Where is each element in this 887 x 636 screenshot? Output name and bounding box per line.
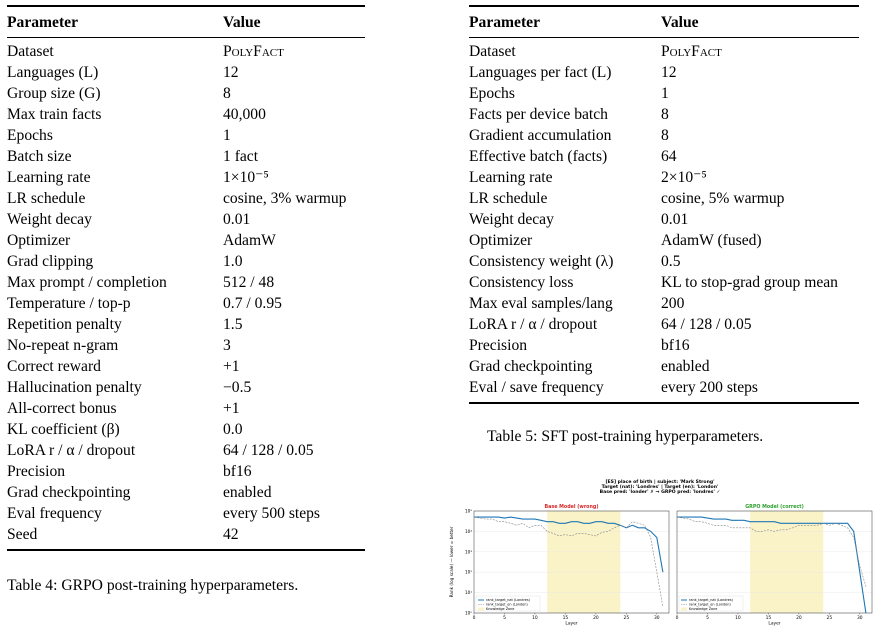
panel-title: GRPO Model (correct) [745,505,804,510]
panel-title: Base Model (wrong) [544,505,599,510]
table-row [7,125,365,146]
x-axis-label: Layer [768,621,781,627]
knowledge-zone-band [750,511,823,613]
value-cell: 8 [661,127,669,144]
value-cell: 0.7 / 0.95 [223,295,282,312]
value-cell: enabled [661,358,710,375]
legend-entry: rank_target_nat (Londres) [486,598,530,603]
value-cell: 8 [661,106,669,123]
table-row [7,167,365,188]
y-tick-label: 10¹ [464,590,472,596]
parameter-cell: Languages (L) [7,64,99,81]
y-axis-label: Rank (log scale) — lower = better [449,526,454,598]
table-row [7,272,365,293]
value-cell: 1.5 [223,316,243,333]
value-cell: 1 [223,127,231,144]
x-tick-label: 5 [503,616,506,621]
table-row [7,314,365,335]
table-row [469,38,859,63]
figure-header-line: Base pred: 'londer' ✗ → GRPO pred: 'londres' ✓ [599,490,721,495]
table-row [7,398,365,419]
column-header-value: Value [223,13,261,31]
table-row [469,125,859,146]
parameter-cell: Eval frequency [7,505,102,522]
value-cell: cosine, 5% warmup [661,190,785,207]
value-cell: 2×10⁻⁵ [661,169,707,186]
table-row [469,377,859,403]
parameter-cell: Weight decay [469,211,554,228]
value-cell: 1.0 [223,253,243,270]
value-cell: 1×10⁻⁵ [223,169,269,186]
parameter-cell: Group size (G) [7,85,101,102]
column-header-parameter: Parameter [7,13,78,31]
value-cell: cosine, 3% warmup [223,190,347,207]
table-row [7,461,365,482]
parameter-cell: Eval / save frequency [469,379,604,396]
x-tick-label: 25 [826,616,833,621]
parameter-cell: LoRA r / α / dropout [469,316,598,333]
x-tick-label: 10 [532,616,538,621]
parameter-cell: No-repeat n-gram [7,337,119,354]
table-row [7,440,365,461]
parameter-cell: LoRA r / α / dropout [7,442,136,459]
figure-header-line: Target (nat): 'Londres' | Target (en): 'London' [601,485,719,490]
parameter-cell: Optimizer [469,232,533,249]
parameter-cell: Dataset [469,43,516,60]
table-4-caption: Table 4: GRPO post-training hyperparameters. [7,577,299,594]
value-cell: 200 [661,295,685,312]
table-row [7,293,365,314]
value-cell: 0.5 [661,253,681,270]
table-row [469,188,859,209]
parameter-cell: Dataset [7,43,54,60]
value-cell: enabled [223,484,272,501]
parameter-cell: All-correct bonus [7,400,117,417]
legend-entry: rank_target_en (London) [486,602,528,607]
value-cell: AdamW [223,232,276,249]
parameter-cell: KL coefficient (β) [7,421,120,438]
parameter-cell: Gradient accumulation [469,127,612,144]
value-cell: 3 [223,337,231,354]
table-row [7,230,365,251]
value-cell: bf16 [661,337,690,354]
parameter-cell: Precision [7,463,66,480]
parameter-cell: Seed [7,526,38,543]
x-tick-label: 15 [562,616,569,621]
parameter-cell: Max train facts [7,106,102,123]
x-tick-label: 25 [623,616,630,621]
legend-entry: Knowledge Zone [689,607,718,612]
value-cell: bf16 [223,463,252,480]
value-cell: 8 [223,85,231,102]
table-header-row [7,6,365,38]
table-5-body [469,38,859,404]
x-tick-label: 30 [857,616,863,621]
table-row [469,251,859,272]
parameter-cell: Optimizer [7,232,71,249]
value-cell: 0.0 [223,421,243,438]
value-cell: −0.5 [223,379,252,396]
x-tick-label: 10 [735,616,741,621]
parameter-cell: Correct reward [7,358,101,375]
value-cell: 12 [661,64,677,81]
table-row [469,104,859,125]
x-axis-label: Layer [565,621,578,627]
parameter-cell: LR schedule [469,190,548,207]
x-tick-label: 0 [472,616,476,621]
y-tick-label: 10⁴ [464,528,472,534]
parameter-cell: Grad checkpointing [469,358,593,375]
value-cell: every 200 steps [661,379,759,396]
table-row [7,377,365,398]
parameter-cell: Precision [469,337,528,354]
value-cell: KL to stop-grad group mean [661,274,838,291]
parameter-cell: Epochs [7,127,53,144]
parameter-cell: Languages per fact (L) [469,64,612,81]
value-cell: 42 [223,526,239,543]
value-cell: 40,000 [223,106,266,123]
parameter-cell: Learning rate [469,169,553,186]
x-tick-label: 15 [765,616,772,621]
table-row [469,335,859,356]
value-cell: PolyFact [223,43,284,60]
parameter-cell: Repetition penalty [7,316,122,333]
table-row [469,230,859,251]
column-header-value: Value [661,13,699,31]
parameter-cell: Max prompt / completion [7,274,167,291]
legend-entry: rank_target_en (London) [689,602,731,607]
table-row [7,83,365,104]
knowledge-zone-band [547,511,620,613]
value-cell: 64 / 128 / 0.05 [661,316,752,333]
legend-entry: rank_target_nat (Londres) [689,598,733,603]
value-cell: +1 [223,358,240,375]
value-cell: AdamW (fused) [661,232,762,249]
table-row [7,209,365,230]
table-row [7,482,365,503]
parameter-cell: Epochs [469,85,515,102]
parameter-cell: LR schedule [7,190,86,207]
legend-entry: Knowledge Zone [486,607,515,612]
figure-header-line: [ES] place of birth | subject: 'Mark Strong' [605,480,715,485]
value-cell: 0.01 [223,211,251,228]
value-cell: every 500 steps [223,505,321,522]
y-tick-label: 10⁰ [464,610,472,616]
value-cell: 512 / 48 [223,274,275,291]
table-row [7,104,365,125]
legend-swatch-zone [681,608,687,611]
value-cell: 1 [661,85,669,102]
table-row [7,419,365,440]
table-4-body [7,38,365,551]
x-tick-label: 30 [654,616,660,621]
table-5 [469,5,859,404]
table-row [469,167,859,188]
parameter-cell: Learning rate [7,169,91,186]
parameter-cell: Hallucination penalty [7,379,142,396]
table-row [469,356,859,377]
parameter-cell: Weight decay [7,211,92,228]
legend-swatch-zone [478,608,484,611]
table-row [469,146,859,167]
table-row [469,293,859,314]
y-tick-label: 10² [464,569,472,575]
value-cell: 64 / 128 / 0.05 [223,442,314,459]
table-row [7,524,365,550]
table-row [469,83,859,104]
y-tick-label: 10³ [464,549,472,555]
parameter-cell: Max eval samples/lang [469,295,613,312]
table-row [7,335,365,356]
parameter-cell: Batch size [7,148,72,165]
parameter-cell: Consistency weight (λ) [469,253,614,270]
value-cell: 0.01 [661,211,689,228]
parameter-cell: Grad clipping [7,253,94,270]
table-row [7,38,365,63]
table-5-caption: Table 5: SFT post-training hyperparameters. [487,428,764,445]
table-row [7,356,365,377]
table-row [7,146,365,167]
value-cell: 64 [661,148,677,165]
x-tick-label: 20 [796,616,802,621]
table-row [7,62,365,83]
table-row [469,62,859,83]
x-tick-label: 20 [593,616,599,621]
value-cell: PolyFact [661,43,722,60]
table-row [469,314,859,335]
x-tick-label: 0 [675,616,679,621]
column-header-parameter: Parameter [469,13,540,31]
logit-lens-figure [440,478,880,636]
parameter-cell: Consistency loss [469,274,574,291]
table-row [469,209,859,230]
table-header-row [469,6,859,38]
table-4 [7,5,365,551]
value-cell: +1 [223,400,240,417]
value-cell: 12 [223,64,239,81]
y-tick-label: 10⁵ [464,508,472,514]
parameter-cell: Temperature / top-p [7,295,131,312]
parameter-cell: Facts per device batch [469,106,608,123]
value-cell: 1 fact [223,148,259,165]
table-row [7,188,365,209]
table-row [469,272,859,293]
table-row [7,251,365,272]
parameter-cell: Grad checkpointing [7,484,131,501]
table-row [7,503,365,524]
x-tick-label: 5 [706,616,709,621]
parameter-cell: Effective batch (facts) [469,148,608,165]
